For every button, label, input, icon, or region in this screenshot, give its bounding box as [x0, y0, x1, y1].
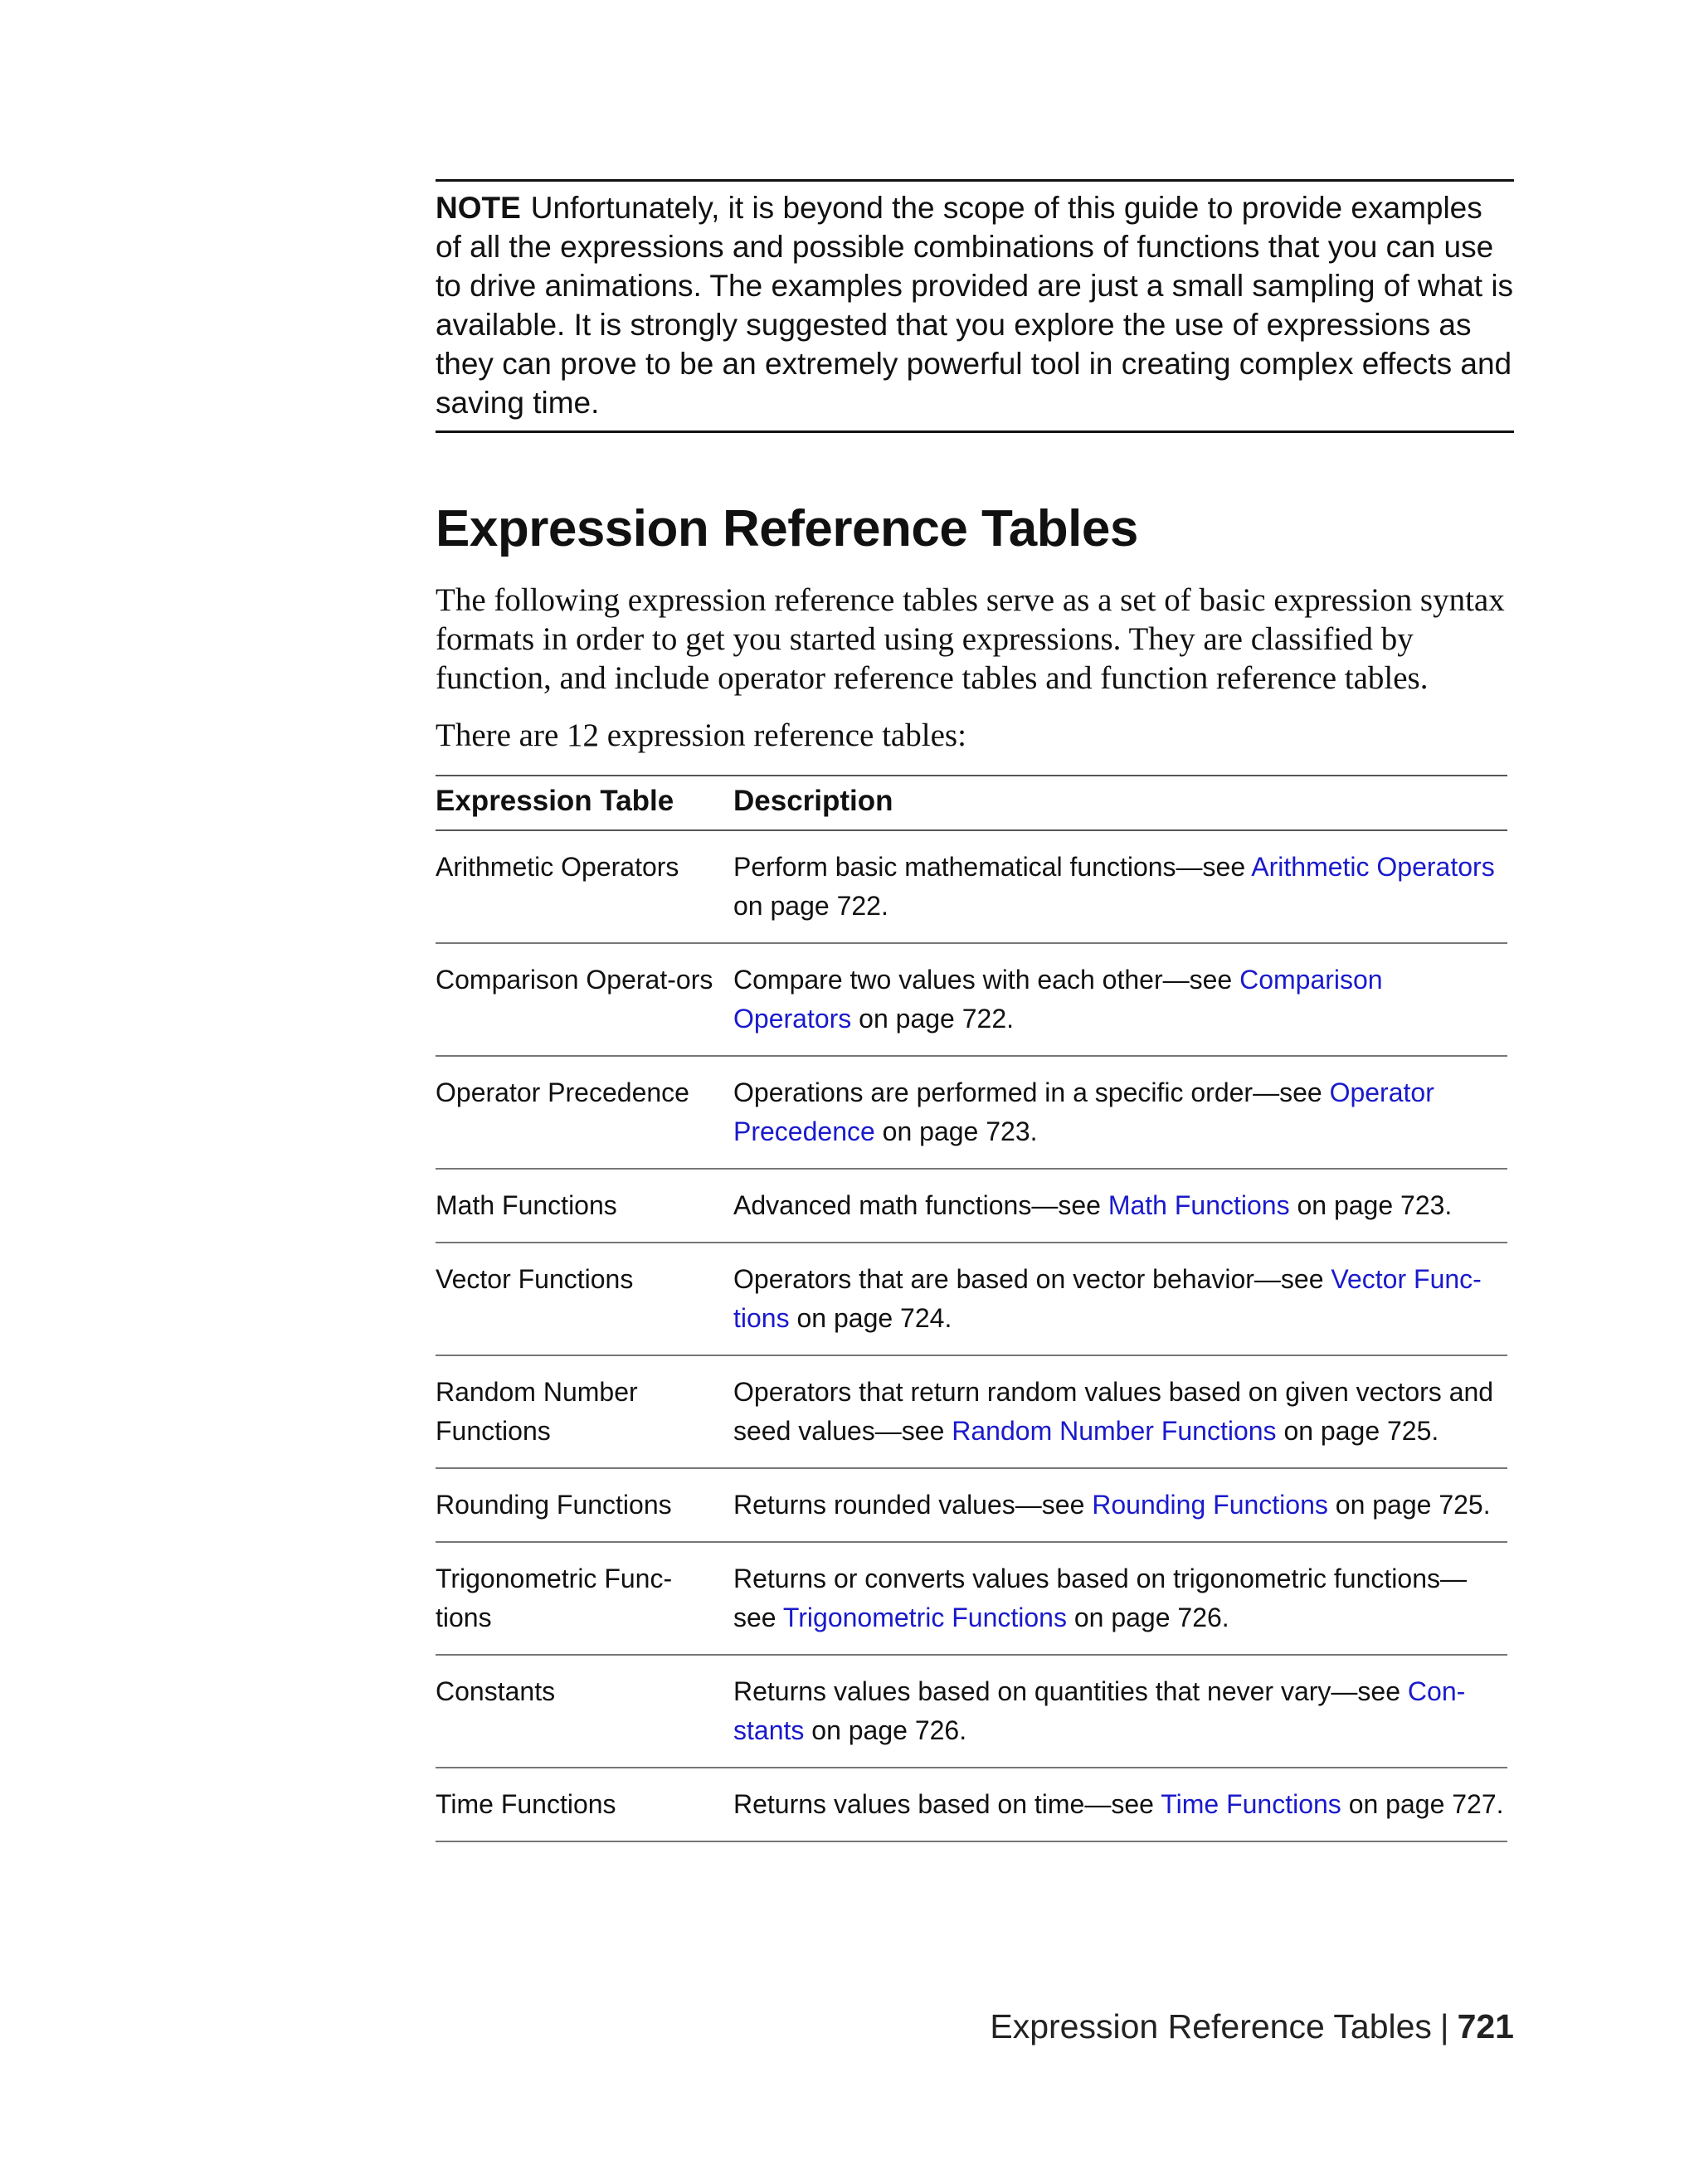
intro-paragraph: The following expression reference tables serve as a set of basic expression syntax formats in order to get you started using expressions. They are classified by function, and include operator reference tables and function reference tables. [436, 582, 1505, 696]
row-name: Arithmetic Operators [436, 830, 733, 943]
row-name: Rounding Functions [436, 1468, 733, 1542]
row-description [733, 1655, 1507, 1768]
page-reference: on page 722. [733, 891, 888, 921]
footer-separator: | [1439, 2007, 1449, 2045]
description-text: Advanced math functions—see [733, 1190, 1108, 1220]
description-text: Returns values based on quantities that never vary—see [733, 1676, 1408, 1706]
row-description [733, 943, 1507, 1056]
description-text: Compare two values with each other—see [733, 965, 1240, 995]
page-number: 721 [1457, 2007, 1514, 2045]
description-text: Operations are performed in a specific order—see [733, 1077, 1330, 1107]
table-row [436, 1243, 1507, 1355]
page-reference: on page 723. [1289, 1190, 1453, 1220]
cross-reference-link[interactable]: Comparison Operators [733, 965, 1383, 1034]
row-description [733, 1355, 1507, 1468]
description-text: Returns rounded values—see [733, 1490, 1093, 1520]
table-row [436, 1655, 1507, 1768]
note-label: NOTE [436, 191, 521, 225]
row-description [733, 1542, 1507, 1655]
row-name: Comparison Operat-ors [436, 943, 733, 1056]
cross-reference-link[interactable]: Math Functions [1108, 1190, 1290, 1220]
row-name: Operator Precedence [436, 1056, 733, 1169]
table-row [436, 1056, 1507, 1169]
row-name: Math Functions [436, 1169, 733, 1243]
cross-reference-link[interactable]: Trigonometric Functions [782, 1603, 1067, 1632]
row-description [733, 1768, 1507, 1841]
page-reference: on page 723. [874, 1116, 1038, 1146]
row-description [733, 1243, 1507, 1355]
description-text: Operators that are based on vector behavior—see [733, 1264, 1331, 1294]
cross-reference-link[interactable]: Operator Precedence [733, 1077, 1434, 1146]
description-text: Operators that return random values based on given vectors and seed values—see [733, 1377, 1494, 1446]
page-reference: on page 725. [1276, 1416, 1439, 1446]
cross-reference-link[interactable]: Time Functions [1161, 1789, 1341, 1819]
row-name: Constants [436, 1655, 733, 1768]
cross-reference-link[interactable]: Con-stants [733, 1676, 1466, 1745]
page-content [436, 179, 1514, 1842]
table-row [436, 1768, 1507, 1841]
row-name: Trigonometric Func-tions [436, 1542, 733, 1655]
page-footer [990, 2006, 1514, 2047]
row-description [733, 830, 1507, 943]
row-name: Vector Functions [436, 1243, 733, 1355]
footer-title: Expression Reference Tables [990, 2007, 1432, 2045]
table-row [436, 1468, 1507, 1542]
table-row [436, 830, 1507, 943]
note-box [436, 179, 1514, 433]
table-header-row [436, 776, 1507, 830]
page-reference: on page 727. [1341, 1789, 1504, 1819]
page-reference: on page 724. [789, 1303, 952, 1333]
table-row [436, 1542, 1507, 1655]
page-reference: on page 726. [804, 1715, 967, 1745]
table-row [436, 1169, 1507, 1243]
expression-reference-table [436, 775, 1507, 1842]
cross-reference-link[interactable]: Arithmetic Operators [1251, 852, 1495, 882]
description-text: Perform basic mathematical functions—see [733, 852, 1252, 882]
row-description [733, 1056, 1507, 1169]
page-reference: on page 726. [1066, 1603, 1229, 1632]
page-reference: on page 722. [851, 1004, 1015, 1034]
row-description [733, 1169, 1507, 1243]
row-description [733, 1468, 1507, 1542]
cross-reference-link[interactable]: Random Number Functions [952, 1416, 1277, 1446]
table-row [436, 1355, 1507, 1468]
section-title: Expression Reference Tables [436, 500, 1138, 557]
header-expression-table: Expression Table [436, 776, 733, 830]
row-name: Random Number Functions [436, 1355, 733, 1468]
cross-reference-link[interactable]: Vector Func-tions [733, 1264, 1482, 1333]
count-paragraph: There are 12 expression reference tables: [436, 717, 966, 753]
note-text: Unfortunately, it is beyond the scope of this guide to provide examples of all the expressions and possible combinations of functions that you can use to drive animations. The examples provided are just a small sampling of what is available. It is strongly suggested that you explore the use of expressions as they can prove to be an extremely powerful tool in creating complex effects and saving time. [436, 191, 1514, 420]
row-name: Time Functions [436, 1768, 733, 1841]
cross-reference-link[interactable]: Rounding Functions [1092, 1490, 1328, 1520]
header-description: Description [733, 776, 1507, 830]
page-reference: on page 725. [1327, 1490, 1491, 1520]
table-row [436, 943, 1507, 1056]
description-text: Returns values based on time—see [733, 1789, 1161, 1819]
description-text: Returns or converts values based on trigonometric functions—see [733, 1564, 1467, 1632]
